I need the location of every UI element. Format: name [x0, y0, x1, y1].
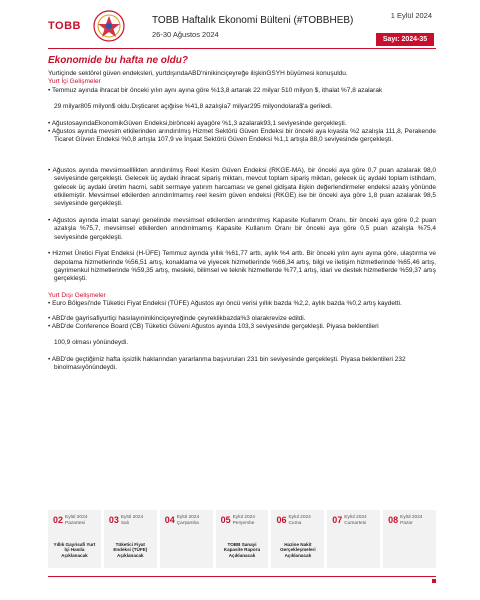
header-divider: [48, 48, 436, 49]
foreign-item-3-cont: 100,9 olması yönündeydi.: [54, 339, 129, 347]
domestic-item-4: • Ağustos ayında mevsimselllikten arındırılmış Reel Kesim Güven Endeksi (RKGE-MA), bir önceki aya göre 0,7 puan azalarak 98,0 seviyesinde gerçekleşti. Gelecek üç aydaki ihracat sipariş miktarı, mevcut toplam sipariş miktarı, gelecek üç aydaki toplam istihdam, gelecek üç aydaki üretim hacmi, sabit sermaye yatırım harcaması ve genel gidişata ilişkin değerlendirmeler endeksi azalış yönünde etkilemiştir. Mevsimsel etkilerden arındırılmamış reel kesim güven endeksi (RKGE) ise bir önceki aya göre 1,8 puan azalarak 98,5 seviyesinde gerçekleşti.: [48, 166, 436, 208]
weekly-calendar: [48, 510, 436, 568]
calendar-day-event: Hazine Nakit Gerçekleşmeleri Açıklanacak: [280, 542, 316, 558]
foreign-item-3: • ABD'de Conference Board (CB) Tüketici Güveni Ağustos ayında 103,3 seviyesinde gerçekleşti. Piyasa beklentileri: [48, 322, 379, 330]
foreign-item-1: • Euro Bölgesi'nde Tüketici Fiyat Endeksi (TÜFE) Ağustos ayı öncü verisi yıllık bazda %2,2, aylık bazda %0,2 artış kaydetti.: [48, 300, 402, 308]
calendar-day-number: 08: [388, 515, 399, 525]
calendar-day: [383, 510, 436, 568]
intro-text: Yurtiçinde sektörel güven endeksleri, yurtdışındaABD'ninikinciçeyreğe ilişkinGSYH büyümesi konuşuldu.: [48, 70, 348, 77]
calendar-day-date: Eylül 2024 Çarşamba: [176, 515, 200, 526]
tobb-logo: TOBB: [48, 20, 81, 32]
calendar-day-number: 03: [108, 515, 119, 525]
calendar-day-date: Eylül 2024 Perşembe: [232, 515, 255, 526]
calendar-day: [271, 510, 324, 568]
calendar-day-number: 07: [332, 515, 343, 525]
calendar-day: [327, 510, 380, 568]
domestic-item-5: • Ağustos ayında imalat sanayi genelinde mevsimsel etkilerden arındırılmış Kapasite Kullanım Oranı, bir önceki aya göre 0,2 puan azalışla %75,7, mevsimsel etkilerden arındırılmamış Kapasite Kullanım Oranı bir önceki aya göre 0,5 puan azalışla %75,4 seviyesinde gerçekleşti.: [48, 216, 436, 241]
calendar-day-date: Eylül 2024 Pazar: [400, 515, 423, 526]
calendar-day: [216, 510, 269, 568]
bulletin-title: TOBB Haftalık Ekonomi Bülteni (#TOBBHEB): [152, 15, 354, 26]
issue-badge: Sayı: 2024-35: [376, 33, 434, 46]
calendar-day-event: Tüketici Fiyat Endeksi (TÜFE) Açıklanacak: [113, 542, 148, 558]
tobb-emblem-icon: [93, 10, 125, 42]
calendar-day-number: 04: [164, 515, 175, 525]
domestic-item-1-cont: 29 milyar805 milyon$ oldu.Dışticaret açığıise %41,8 azalışla7 milyar295 milyondolara$'a geriledi.: [54, 103, 333, 111]
calendar-day-number: 06: [276, 515, 287, 525]
calendar-day: [160, 510, 213, 568]
domestic-item-3: • Ağustos ayında mevsim etkilerinden arındırılmış Hizmet Sektörü Güven Endeksi bir önceki aya kıyasla %2 azalışla 111,8, Perakende Ticaret Güven Endeksi %0,8 artışla 107,9 ve İnşaat Sektörü Güven Endeksi %1,1 artışla 88,0 seviyesinde gerçekleşti.: [48, 128, 436, 144]
bulletin-header: [0, 0, 480, 48]
calendar-day: [48, 510, 101, 568]
domestic-item-6: • Hizmet Üretici Fiyat Endeksi (H-ÜFE) Temmuz ayında yıllık %61,77 arttı, aylık %4 arttı. Bir önceki yılın aynı ayına göre, ulaştırma ve depolama hizmetlerinde %56,51 artış, konaklama ve yiyecek hizmetlerinde %66,34 artış, bilgi ve iletişim hizmetlerinde %65,46 artış, gayrimenkul hizmetlerinde %59,35 artış, mesleki, bilimsel ve teknik hizmetlerde %77,1 artış, idari ve destek hizmetlerde %59,37 artış gerçekleşti.: [48, 250, 436, 283]
domestic-item-2: • AğustosayındaEkonomikGüven Endeksi,birönceki ayagöre %1,3 azalarak93,1 seviyesinde gerçekleşti.: [48, 119, 347, 127]
footer-marker: [432, 579, 436, 583]
foreign-item-4: • ABD'de geçtiğimiz hafta işsizlik haklarından yararlanma başvuruları 231 bin seviyesinde gerçekleşti. Piyasa beklentileri 232 binolmasıyönündeydi.: [48, 355, 406, 372]
calendar-day-date: Eylül 2024 Cumartesi: [344, 515, 367, 526]
calendar-day: [104, 510, 157, 568]
calendar-day-date: Eylül 2024 Cuma: [288, 515, 311, 526]
calendar-day-event: Yıllık Gayrisafi Yurt İçi Hasıla Açıklanacak: [53, 542, 96, 558]
section-title: Ekonomide bu hafta ne oldu?: [48, 55, 188, 66]
calendar-day-number: 02: [53, 515, 64, 525]
calendar-day-date: Eylül 2024 Salı: [120, 515, 144, 526]
domestic-item-1: • Temmuz ayında ihracat bir önceki yılın aynı ayına göre %13,8 artarak 22 milyar 510 milyon $, ithalat %7,8 azalarak: [48, 86, 383, 94]
calendar-day-event: TOBB Sanayi Kapasite Raporu Açıklanacak: [223, 542, 261, 558]
domestic-heading: Yurt İçi Gelişmeler: [48, 78, 101, 86]
foreign-item-2: • ABD'de gayrisafiyurtiçi hasılayıninikinciçeyreğinde çeyreklikbazda%3 olarakrevize edildi.: [48, 314, 306, 322]
date-range: 26-30 Ağustos 2024: [152, 30, 219, 39]
calendar-day-date: Eylül 2024 Pazartesi: [65, 515, 88, 526]
calendar-day-number: 05: [220, 515, 231, 525]
foreign-heading: Yurt Dışı Gelişmeler: [48, 291, 106, 299]
footer-divider: [48, 576, 436, 577]
bulletin-content: [48, 70, 436, 373]
publication-date: 1 Eylül 2024: [390, 11, 432, 20]
